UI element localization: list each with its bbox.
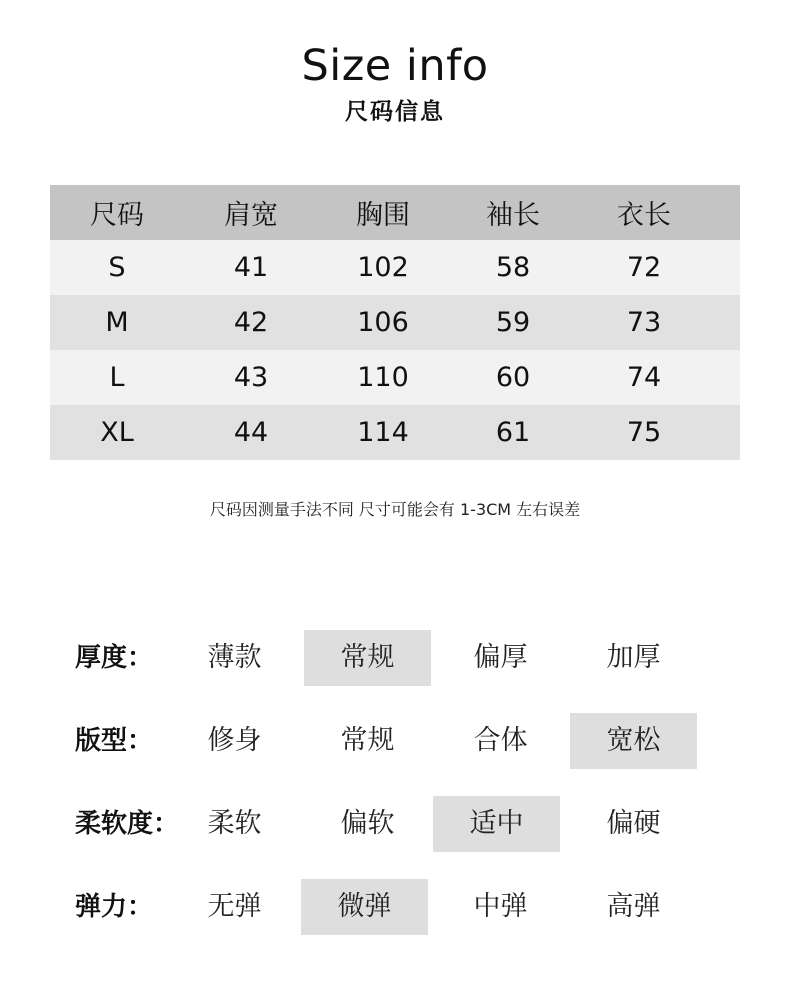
header-cell-shoulder: 肩宽 (224, 200, 278, 231)
header-cell-spacer (710, 185, 740, 240)
table-cell: 58 (495, 252, 531, 283)
table-cell: 72 (626, 252, 662, 283)
attribute-option: 偏软 (340, 808, 395, 839)
attribute-option: 加厚 (606, 642, 661, 673)
attribute-row-fit (0, 713, 790, 769)
table-cell: 114 (357, 417, 409, 448)
attribute-option: 无弹 (207, 891, 262, 922)
attribute-option: 中弹 (473, 891, 528, 922)
measurement-note: 尺码因测量手法不同 尺寸可能会有 1-3CM 左右误差 (209, 500, 581, 519)
table-row (50, 350, 740, 405)
attribute-row-thickness (0, 630, 790, 686)
attribute-option: 合体 (473, 725, 528, 756)
attribute-option-selected: 适中 (433, 796, 560, 852)
table-cell: 61 (495, 417, 531, 448)
page-title: Size info (301, 41, 489, 91)
size-table-header-row (50, 185, 740, 240)
table-cell-spacer (710, 405, 740, 460)
table-cell: 75 (626, 417, 662, 448)
attribute-option-selected: 常规 (304, 630, 431, 686)
table-cell-spacer (710, 295, 740, 350)
table-cell: 60 (495, 362, 531, 393)
table-cell-spacer (710, 350, 740, 405)
table-cell: 42 (233, 307, 269, 338)
table-row (50, 295, 740, 350)
table-cell: L (109, 362, 125, 393)
table-cell: 59 (495, 307, 531, 338)
table-cell: 106 (357, 307, 409, 338)
table-row (50, 405, 740, 460)
attribute-option: 偏厚 (473, 642, 528, 673)
attribute-label: 厚度： (75, 643, 154, 673)
attribute-row-softness (0, 796, 790, 852)
attribute-option: 薄款 (207, 642, 262, 673)
attribute-label: 弹力： (75, 892, 154, 922)
attribute-option: 常规 (340, 725, 395, 756)
table-cell: 73 (626, 307, 662, 338)
table-cell: 74 (626, 362, 662, 393)
table-cell: 102 (357, 252, 409, 283)
table-cell-spacer (710, 240, 740, 295)
attribute-row-elasticity (0, 879, 790, 935)
attribute-label: 柔软度： (75, 809, 180, 839)
attribute-option: 修身 (207, 725, 262, 756)
attribute-option: 高弹 (606, 891, 661, 922)
table-cell: M (105, 307, 129, 338)
header-cell-length: 衣长 (617, 200, 671, 231)
table-cell: 43 (233, 362, 269, 393)
table-cell: 41 (233, 252, 269, 283)
table-cell: 44 (233, 417, 269, 448)
page-subtitle: 尺码信息 (345, 99, 445, 125)
table-cell: S (108, 252, 126, 283)
table-row (50, 240, 740, 295)
attribute-option-selected: 微弹 (301, 879, 428, 935)
table-cell: XL (100, 417, 134, 448)
attribute-option-selected: 宽松 (570, 713, 697, 769)
attribute-label: 版型： (75, 726, 154, 756)
header-cell-size: 尺码 (90, 200, 144, 231)
attribute-option: 柔软 (207, 808, 262, 839)
size-table (50, 185, 740, 460)
attribute-option: 偏硬 (606, 808, 661, 839)
header-cell-sleeve: 袖长 (486, 200, 540, 231)
header-cell-chest: 胸围 (356, 200, 410, 231)
table-cell: 110 (357, 362, 409, 393)
